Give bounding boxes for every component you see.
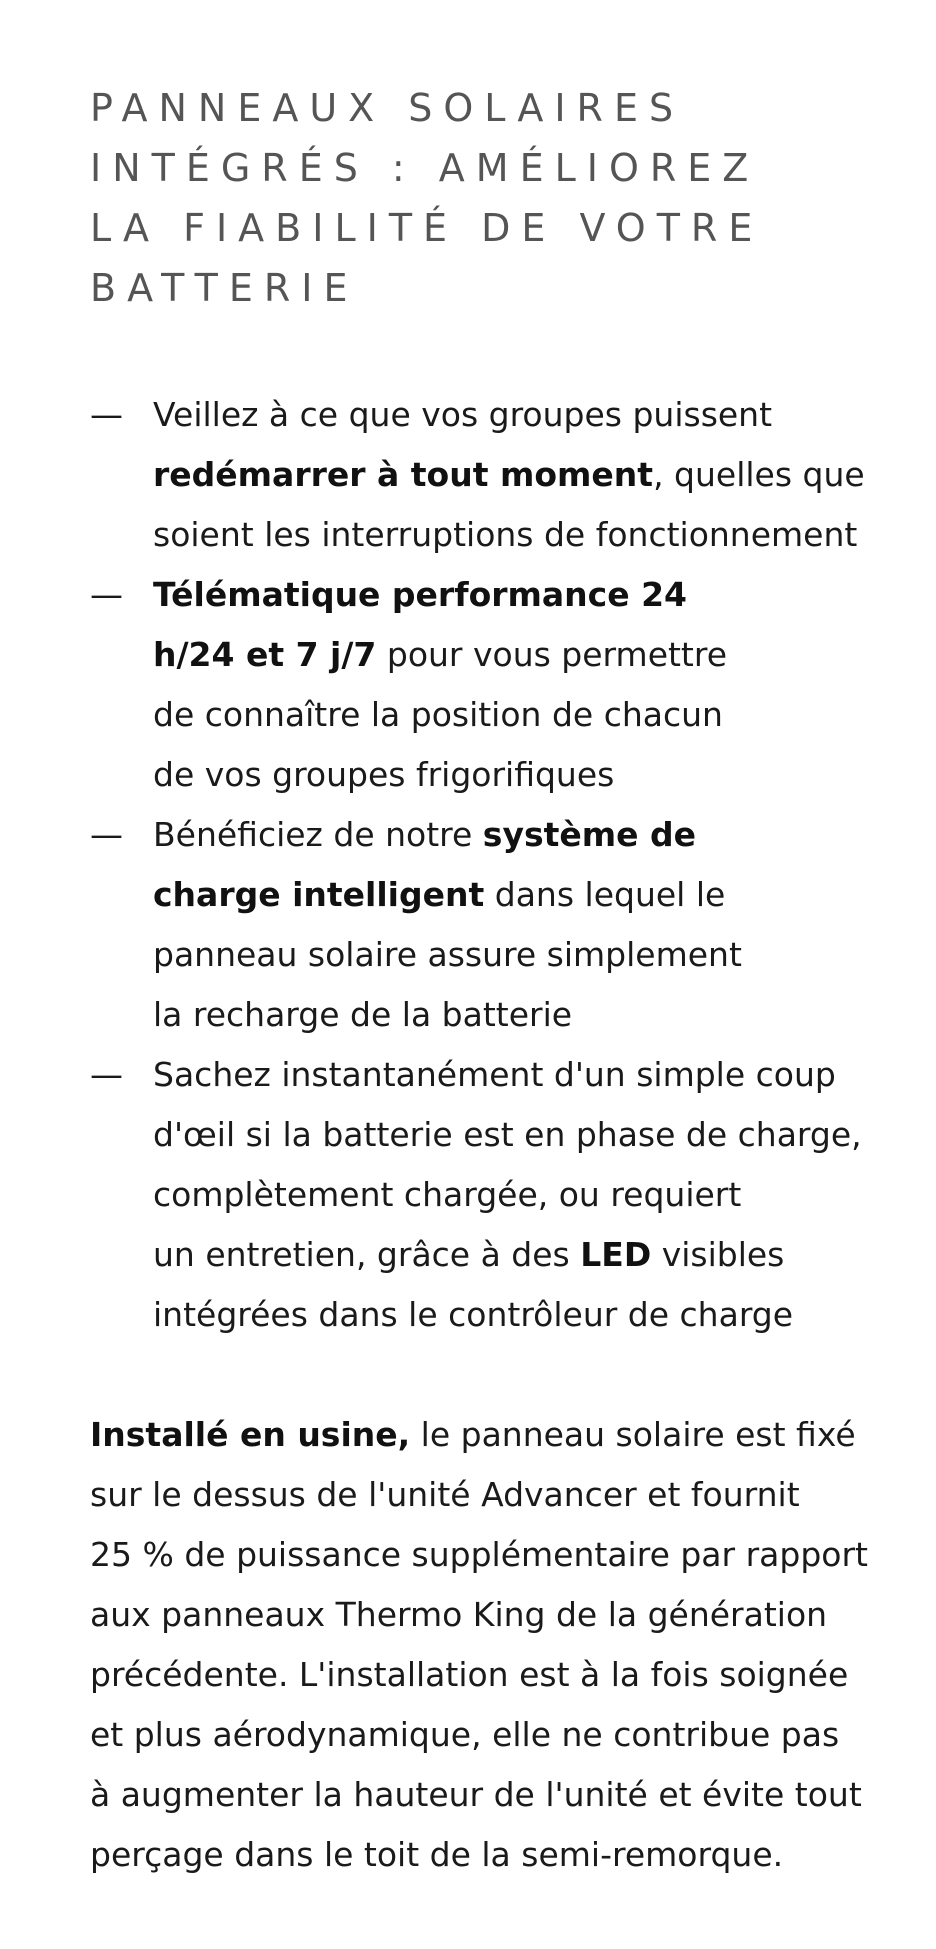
body-paragraph [90, 1405, 866, 1885]
feature-item-smart-charge [90, 805, 866, 1045]
text-fragment: Bénéficiez de notre [153, 815, 483, 854]
text-line: intégrées dans le contrôleur de charge [153, 1295, 794, 1334]
feature-item-led-status [90, 1045, 866, 1345]
heading-line: BATTERIE [90, 266, 359, 310]
bold-text: redémarrer à tout moment [153, 455, 654, 494]
feature-item-restart [90, 385, 866, 565]
bold-text: LED [580, 1235, 652, 1274]
heading-line: PANNEAUX SOLAIRES [90, 86, 685, 130]
bold-text: h/24 et 7 j/7 [153, 635, 377, 674]
text-line [153, 445, 866, 505]
text-line: d'œil si la batterie est en phase de charge, [153, 1115, 862, 1154]
text-fragment: pour vous permettre [376, 635, 728, 674]
text-line [153, 805, 866, 865]
dash-bullet-icon: — [90, 575, 123, 614]
text-line: à augmenter la hauteur de l'unité et évite tout [90, 1775, 862, 1814]
dash-bullet-icon: — [90, 395, 123, 434]
text-line: Sachez instantanément d'un simple coup [153, 1055, 836, 1094]
heading-line: LA FIABILITÉ DE VOTRE [90, 206, 764, 250]
text-line: de connaître la position de chacun [153, 695, 723, 734]
text-line: panneau solaire assure simplement [153, 935, 742, 974]
section-heading [90, 78, 866, 318]
feature-list [90, 385, 866, 1345]
text-line: de vos groupes frigorifiques [153, 755, 615, 794]
bold-text: charge intelligent [153, 875, 485, 914]
feature-item-telematics [90, 565, 866, 805]
bold-text: Installé en usine, [90, 1415, 411, 1454]
bold-text: système de [482, 815, 697, 854]
text-fragment: le panneau solaire est fixé [410, 1415, 856, 1454]
text-fragment: un entretien, grâce à des [153, 1235, 581, 1274]
text-line [153, 1225, 866, 1285]
dash-bullet-icon: — [90, 1055, 123, 1094]
text-fragment: , quelles que [653, 455, 865, 494]
text-line [153, 865, 866, 925]
text-line: sur le dessus de l'unité Advancer et fournit [90, 1475, 800, 1514]
text-line: la recharge de la batterie [153, 995, 573, 1034]
text-fragment: visibles [651, 1235, 785, 1274]
text-line: et plus aérodynamique, elle ne contribue pas [90, 1715, 840, 1754]
text-line: aux panneaux Thermo King de la génération [90, 1595, 828, 1634]
text-line: 25 % de puissance supplémentaire par rapport [90, 1535, 868, 1574]
text-line [153, 565, 866, 625]
text-line: soient les interruptions de fonctionnement [153, 515, 858, 554]
text-fragment: dans lequel le [484, 875, 726, 914]
text-line [90, 1405, 866, 1465]
heading-line: INTÉGRÉS : AMÉLIOREZ [90, 146, 760, 190]
text-line: complètement chargée, ou requiert [153, 1175, 742, 1214]
text-line: précédente. L'installation est à la fois soignée [90, 1655, 849, 1694]
dash-bullet-icon: — [90, 815, 123, 854]
text-line [153, 625, 866, 685]
bold-text: Télématique performance 24 [153, 575, 688, 614]
text-line: perçage dans le toit de la semi-remorque. [90, 1835, 784, 1874]
text-line: Veillez à ce que vos groupes puissent [153, 395, 773, 434]
